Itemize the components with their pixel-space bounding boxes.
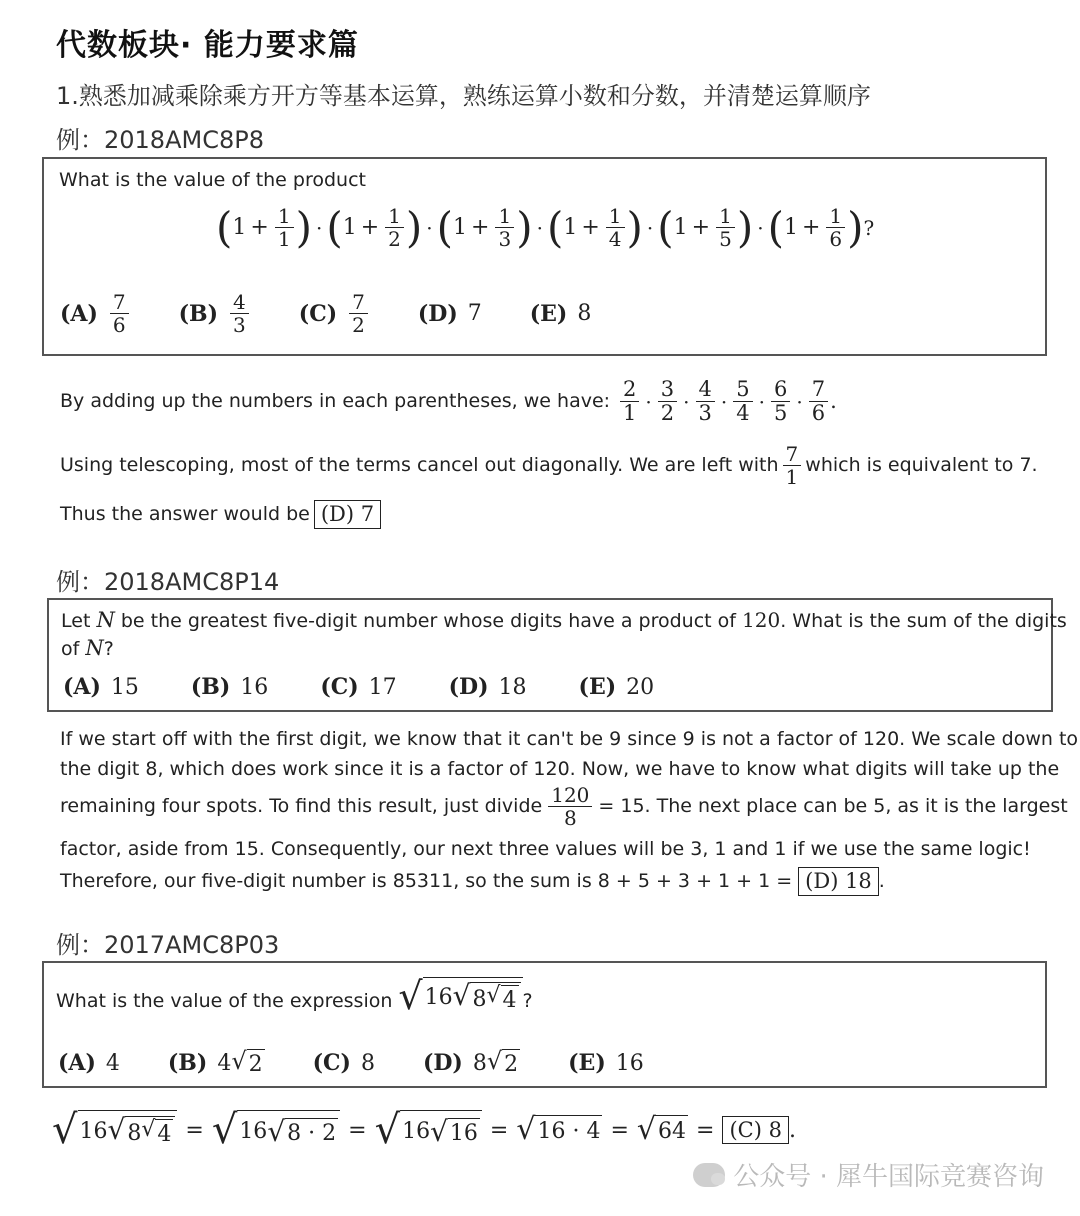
question-text: What is the value of the expression √ 16 √ 8 √ 4 ? — [56, 974, 533, 1018]
product-term: ( 1 + $\frac{1}{2}$ ) — [326, 202, 423, 252]
product-term: ( 1 + $\frac{1}{5}$ ) — [657, 202, 754, 252]
solution-line — [60, 443, 1038, 488]
nested-radical: √ 16 √ 8 √ 4 — [52, 1110, 177, 1150]
answer-choices — [63, 674, 706, 700]
question-text: What is the value of the product — [59, 169, 366, 191]
solution-line — [60, 378, 837, 425]
choice-option: (E) 16 — [568, 1050, 644, 1076]
fraction: $\frac{7}{6}$ — [809, 378, 828, 425]
choice-option: (E) 20 — [578, 674, 655, 700]
radical: √ 64 — [636, 1112, 687, 1147]
choice-option: (C) 8 — [312, 1050, 375, 1076]
requirement-text: 1.熟悉加减乘除乘方开方等基本运算，熟练运算小数和分数，并清楚运算顺序 — [56, 82, 871, 110]
product-term: ( 1 + $\frac{1}{3}$ ) — [436, 202, 533, 252]
solution-line: Therefore, our five-digit number is 85311, so the sum is 8 + 5 + 3 + 1 + 1 = (D) 18 . — [60, 867, 885, 896]
fraction: $\frac{7}{2}$ — [349, 291, 368, 336]
solution-line — [60, 500, 381, 529]
watermark: 公众号 · 犀牛国际竞赛咨询 — [693, 1156, 1044, 1193]
problem-box — [42, 961, 1047, 1088]
fraction: $\frac{7}{6}$ — [110, 291, 129, 336]
nested-radical: √ 16 √ 16 — [375, 1110, 482, 1150]
example-label: 例：2017AMC8P03 — [56, 931, 280, 959]
product-term: ( 1 + $\frac{1}{6}$ ) — [767, 202, 864, 252]
question-text: of N? — [61, 636, 114, 660]
fraction: $\frac{4}{3}$ — [230, 291, 249, 336]
fraction: $\frac{1}{6}$ — [826, 205, 845, 250]
solution-chain: √ 16 √ 8 √ 4 = √ 16 √ 8 · 2 = √ 16 √ 16 = √ 16 · 4 = √ 64 = (C) 8 . — [52, 1107, 796, 1153]
nested-radical: √ 16 √ 8 · 2 — [212, 1110, 340, 1150]
solution-text: Thus the answer would be — [60, 503, 310, 526]
solution-text: By adding up the numbers in each parentheses, we have: — [60, 390, 611, 413]
choice-option: (E) 8 — [529, 300, 592, 327]
fraction: $\frac{1}{1}$ — [275, 205, 294, 250]
fraction: $\frac{1}{5}$ — [716, 205, 735, 250]
solution-text: which is equivalent to 7. — [805, 454, 1038, 477]
choice-option: (C) 17 — [320, 674, 397, 700]
question-text: Let N be the greatest five-digit number whose digits have a product of 120. What is the sum of the digits — [61, 608, 1067, 632]
fraction: $\frac{1}{3}$ — [495, 205, 514, 250]
fraction: $\frac{2}{1}$ — [620, 378, 639, 425]
problem-box — [42, 157, 1047, 356]
answer-choices — [58, 1049, 692, 1077]
radical: √ 2 — [486, 1047, 519, 1077]
wechat-icon — [693, 1163, 725, 1187]
fraction: $\frac{3}{2}$ — [658, 378, 677, 425]
solution-line: remaining four spots. To find this result, just divide $\frac{120}{8}$ = 15. The next place can be 5, as it is the largest — [60, 783, 1068, 830]
choice-option: (A) 15 — [63, 674, 139, 700]
choice-option: (A) $\frac{7}{6}$ — [60, 291, 131, 336]
fraction: $\frac{7}{1}$ — [783, 443, 802, 488]
solution-line: the digit 8, which does work since it is a factor of 120. Now, we have to know what digits will take up the — [60, 758, 1060, 780]
choice-option: (D) 7 — [417, 300, 482, 327]
solution-line: If we start off with the first digit, we know that it can't be 9 since 9 is not a factor of 120. We scale down to — [60, 728, 1079, 750]
fraction: $\frac{120}{8}$ — [548, 784, 592, 829]
fraction: $\frac{4}{3}$ — [696, 378, 715, 425]
fraction: $\frac{1}{2}$ — [385, 205, 404, 250]
product-term: ( 1 + $\frac{1}{4}$ ) — [546, 202, 643, 252]
fraction: $\frac{5}{4}$ — [733, 378, 752, 425]
answer-box: (D) 7 — [314, 500, 381, 529]
choice-option: (D) 8 √ 2 — [422, 1047, 519, 1077]
solution-text: Using telescoping, most of the terms cancel out diagonally. We are left with — [60, 454, 779, 477]
fraction: $\frac{6}{5}$ — [771, 378, 790, 425]
example-label: 例：2018AMC8P8 — [56, 126, 264, 154]
example-label: 例：2018AMC8P14 — [56, 568, 280, 596]
fraction-chain: $\frac{2}{1}$ · $\frac{3}{2}$ · $\frac{4}{3}$ · $\frac{5}{4}$ · $\frac{6}{5}$ · $\frac{7}{6}$ . — [618, 378, 837, 425]
choice-option: (C) $\frac{7}{2}$ — [299, 291, 370, 336]
product-expression: ( 1 + $\frac{1}{1}$ ) · ( 1 + $\frac{1}{2}$ ) · ( 1 + $\frac{1}{3}$ ) · ( 1 + $\frac{1}{4}$ ) · ( 1 + $\frac{1}{5}$ ) · ( 1 + $\frac{1}{6}$ ) ? — [216, 202, 875, 252]
product-term: ( 1 + $\frac{1}{1}$ ) — [216, 202, 312, 252]
choice-option: (B) 4 √ 2 — [167, 1047, 263, 1077]
answer-box: (D) 18 — [798, 867, 879, 896]
answer-choices — [60, 291, 639, 336]
choice-option: (B) $\frac{4}{3}$ — [179, 291, 251, 336]
choice-option: (D) 18 — [448, 674, 527, 700]
choice-option: (B) 16 — [190, 674, 269, 700]
answer-box: (C) 8 — [722, 1116, 789, 1144]
page-title: 代数板块· 能力要求篇 — [56, 28, 359, 63]
solution-line: factor, aside from 15. Consequently, our next three values will be 3, 1 and 1 if we use the same logic! — [60, 838, 1031, 860]
choice-option: (A) 4 — [58, 1050, 120, 1076]
radical: √ 2 — [231, 1047, 263, 1077]
radical: √ 16 · 4 — [516, 1112, 601, 1147]
nested-radical: √ 16 √ 8 √ 4 — [398, 977, 522, 1015]
fraction: $\frac{1}{4}$ — [606, 205, 625, 250]
problem-box — [47, 598, 1067, 712]
